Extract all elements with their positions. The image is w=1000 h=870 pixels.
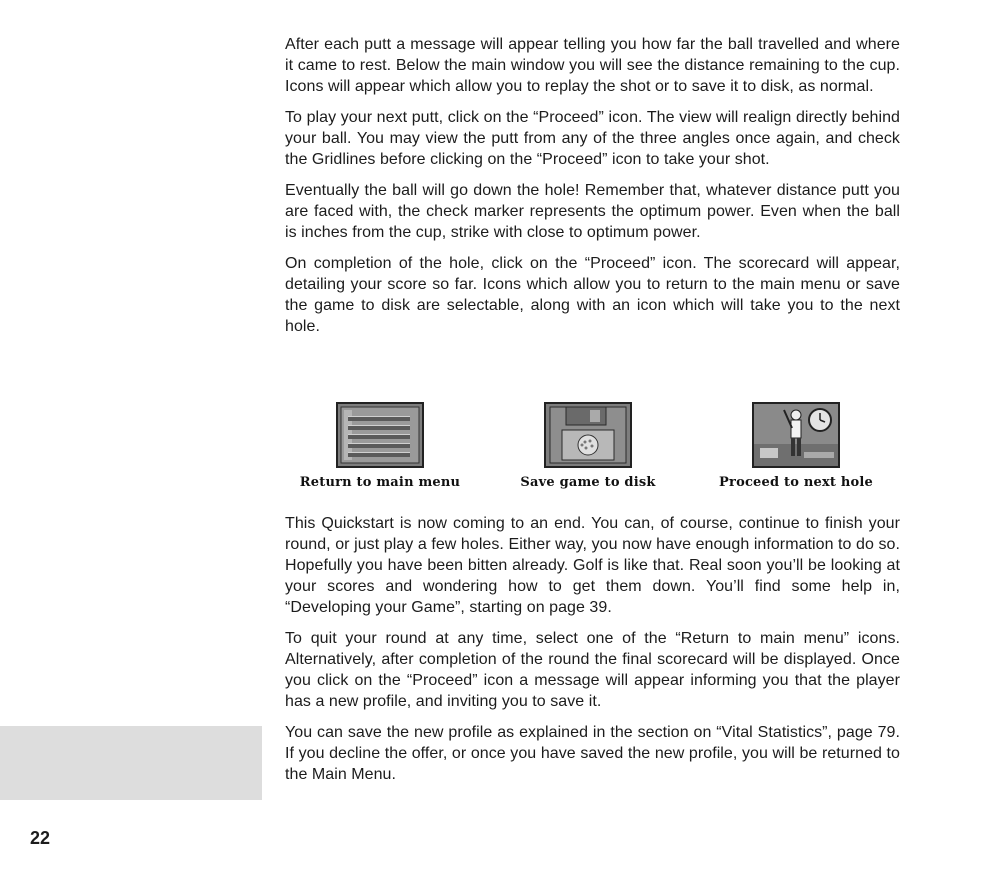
golfer-icon: [752, 402, 840, 468]
icon-caption: Proceed to next hole: [719, 475, 873, 490]
margin-shaded-block: [0, 726, 262, 800]
return-to-main-menu-item: [285, 402, 475, 490]
save-game-to-disk-item: [493, 402, 683, 490]
paragraph: On completion of the hole, click on the “Proceed” icon. The scorecard will appear, detailing your score so far. Icons which allow you to return to the main menu or save the game to disk are selectable, along with an icon which will take you to the next hole.: [285, 255, 900, 335]
proceed-to-next-hole-item: [701, 402, 891, 490]
page-number: 22: [30, 828, 51, 848]
paragraph: To play your next putt, click on the “Proceed” icon. The view will realign directly behind your ball. You may view the putt from any of the three angles once again, and check the Gridlines before clicking on the “Proceed” icon to take your shot.: [285, 109, 900, 168]
floppy-disk-icon: [544, 402, 632, 468]
icon-row: [285, 402, 900, 494]
paragraph: This Quickstart is now coming to an end. You can, of course, continue to finish your round, or just play a few holes. Either way, you now have enough information to do so. Hopefully you have been bitten already. Golf is like that. Real soon you’ll be looking at your scores and wondering how to get them down. You’ll find some help in, “Developing your Game”, starting on page 39.: [285, 515, 900, 616]
paragraph: You can save the new profile as explained in the section on “Vital Statistics”, page 79. If you decline the offer, or once you have saved the new profile, you will be returned to the Main Menu.: [285, 724, 900, 783]
icon-caption: Return to main menu: [299, 475, 461, 490]
menu-list-icon: [336, 402, 424, 468]
lower-text-column: [285, 513, 900, 795]
paragraph: To quit your round at any time, select one of the “Return to main menu” icons. Alternatively, after completion of the round the final scorecard will be displayed. Once you click on the “Proceed” icon a message will appear informing you that the player has a new profile, and inviting you to save it.: [285, 630, 900, 710]
upper-text-column: [285, 34, 900, 347]
paragraph: Eventually the ball will go down the hole! Remember that, whatever distance putt you are faced with, the check marker represents the optimum power. Even when the ball is inches from the cup, strike with close to optimum power.: [285, 182, 900, 241]
paragraph: After each putt a message will appear telling you how far the ball travelled and where it came to rest. Below the main window you will see the distance remaining to the cup. Icons will appear which allow you to replay the shot or to save it to disk, as normal.: [285, 36, 900, 95]
icon-caption: Save game to disk: [520, 475, 656, 490]
